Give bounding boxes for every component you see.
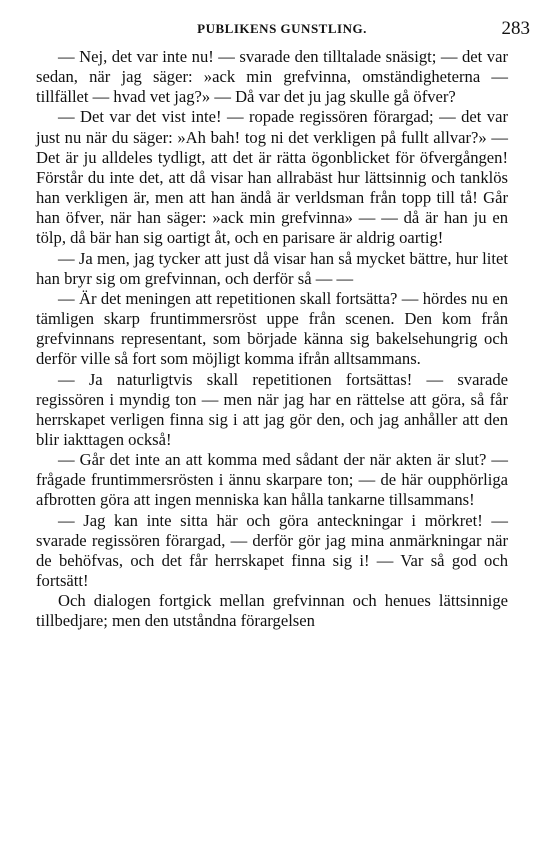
- paragraph: — Det var det vist inte! — ropade regissören förargad; — det var just nu när du säger: »Ah bah! tog ni det verkligen på fullt allvar?» — Det är ju alldeles tydligt, att det är rätta ögonblicket för öfvergången! Förstår du inte det, att då visar han allrabäst hur lättsinnig och tanklös han verkligen är, men att han ändå är verldsman från topp till tå! Går han öfver, när han säger: »ack min grefvinna» — — då är han ju en tölp, då bär han sig oartigt åt, och en parisare är aldrig oartig!: [36, 107, 508, 248]
- body-text: [36, 47, 508, 632]
- paragraph: — Är det meningen att repetitionen skall fortsätta? — hördes nu en tämligen skarp fruntimmersröst uppe från scenen. Den kom från grefvinnans representant, som började känna sig bakelsehungrig och derför ville så fort som möjligt komma ifrån alltsammans.: [36, 288, 508, 369]
- running-title: PUBLIKENS GUNSTLING.: [197, 21, 367, 36]
- paragraph: — Går det inte an att komma med sådant der när akten är slut? — frågade fruntimmersrösten i ännu skarpare ton; — de här oupphörliga afbrotten göra att ingen menniska kan hålla tankarne tillsammans!: [36, 450, 508, 510]
- paragraph: — Ja naturligtvis skall repetitionen fortsättas! — svarade regissören i myndig ton — men när jag har en rättelse att göra, så får herrskapet verligen finna sig i att jag gör den, och jag anhåller att den blir iakttagen också!: [36, 369, 508, 449]
- page-number: 283: [501, 18, 530, 39]
- paragraph: Och dialogen fortgick mellan grefvinnan och henues lättsinnige tillbedjare; men den utståndna förargelsen: [36, 591, 508, 631]
- paragraph: — Jag kan inte sitta här och göra anteckningar i mörkret! — svarade regissören förargad, — derför gör jag mina anmärkningar när de behöfvas, och det får herrskapet finna sig i! — Var så god och fortsätt!: [36, 510, 508, 591]
- paragraph: — Nej, det var inte nu! — svarade den tilltalade snäsigt; — det var sedan, när jag säger: »ack min grefvinna, omständigheterna — tillfället — hvad vet jag?» — Då var det ju jag skulle gå öfver?: [36, 47, 508, 107]
- running-header: [34, 18, 530, 40]
- paragraph: — Ja men, jag tycker att just då visar han så mycket bättre, hur litet han bryr sig om grefvinnan, och derför så — —: [36, 248, 508, 288]
